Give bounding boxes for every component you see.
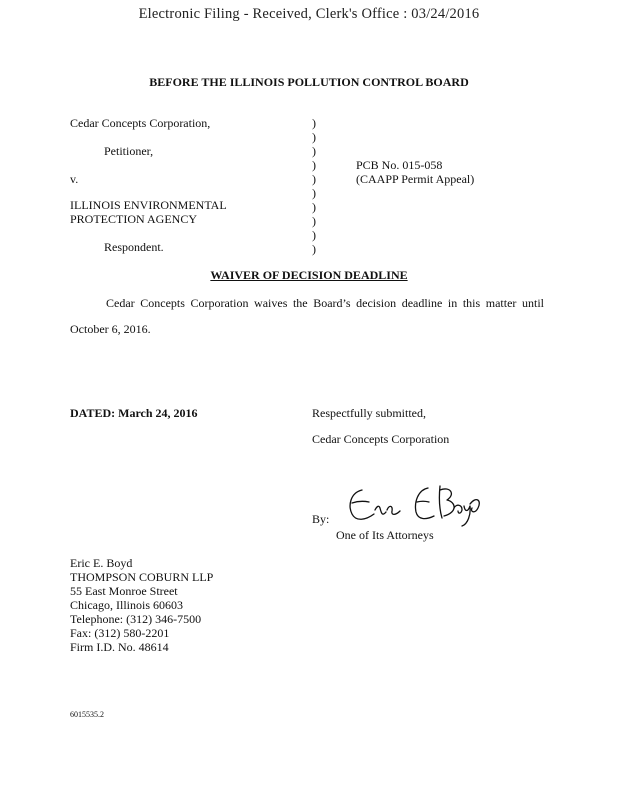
submitting-party: Cedar Concepts Corporation xyxy=(312,432,450,446)
signer-role: One of Its Attorneys xyxy=(336,528,434,542)
attorney-fax: Fax: (312) 580-2201 xyxy=(70,626,170,640)
caption-paren: ) xyxy=(312,186,316,200)
caption-paren: ) xyxy=(312,116,316,130)
case-number: PCB No. 015-058 xyxy=(356,158,443,172)
board-title: BEFORE THE ILLINOIS POLLUTION CONTROL BOARD xyxy=(149,75,469,89)
dated-line: DATED: March 24, 2016 xyxy=(70,406,198,420)
filing-stamp-header: Electronic Filing - Received, Clerk's Office : 03/24/2016 xyxy=(138,6,480,22)
attorney-firm: THOMPSON COBURN LLP xyxy=(70,570,214,584)
signature xyxy=(344,484,484,530)
attorney-telephone: Telephone: (312) 346-7500 xyxy=(70,612,202,626)
versus-label: v. xyxy=(70,172,79,186)
attorney-street: 55 East Monroe Street xyxy=(70,584,178,598)
petitioner-name: Cedar Concepts Corporation, xyxy=(70,116,211,130)
caption-paren: ) xyxy=(312,172,316,186)
caption-paren: ) xyxy=(312,228,316,242)
waiver-title: WAIVER OF DECISION DEADLINE xyxy=(210,268,408,282)
caption-paren: ) xyxy=(312,130,316,144)
caption-paren: ) xyxy=(312,144,316,158)
by-label: By: xyxy=(312,512,330,526)
caption-paren: ) xyxy=(312,200,316,214)
respondent-name-line2: PROTECTION AGENCY xyxy=(70,212,198,226)
document-id: 6015535.2 xyxy=(70,710,104,719)
closing-line: Respectfully submitted, xyxy=(312,406,426,420)
caption-paren: ) xyxy=(312,158,316,172)
respondent-role: Respondent. xyxy=(104,240,164,254)
waiver-body-line1: Cedar Concepts Corporation waives the Board’s decision deadline in this matter until xyxy=(106,296,544,310)
attorney-firm-id: Firm I.D. No. 48614 xyxy=(70,640,169,654)
caption-paren: ) xyxy=(312,242,316,256)
waiver-body-line2: October 6, 2016. xyxy=(70,322,151,336)
case-type: (CAAPP Permit Appeal) xyxy=(356,172,475,186)
attorney-city: Chicago, Illinois 60603 xyxy=(70,598,183,612)
respondent-name-line1: ILLINOIS ENVIRONMENTAL xyxy=(70,198,227,212)
caption-paren: ) xyxy=(312,214,316,228)
petitioner-role: Petitioner, xyxy=(104,144,154,158)
attorney-name: Eric E. Boyd xyxy=(70,556,133,570)
